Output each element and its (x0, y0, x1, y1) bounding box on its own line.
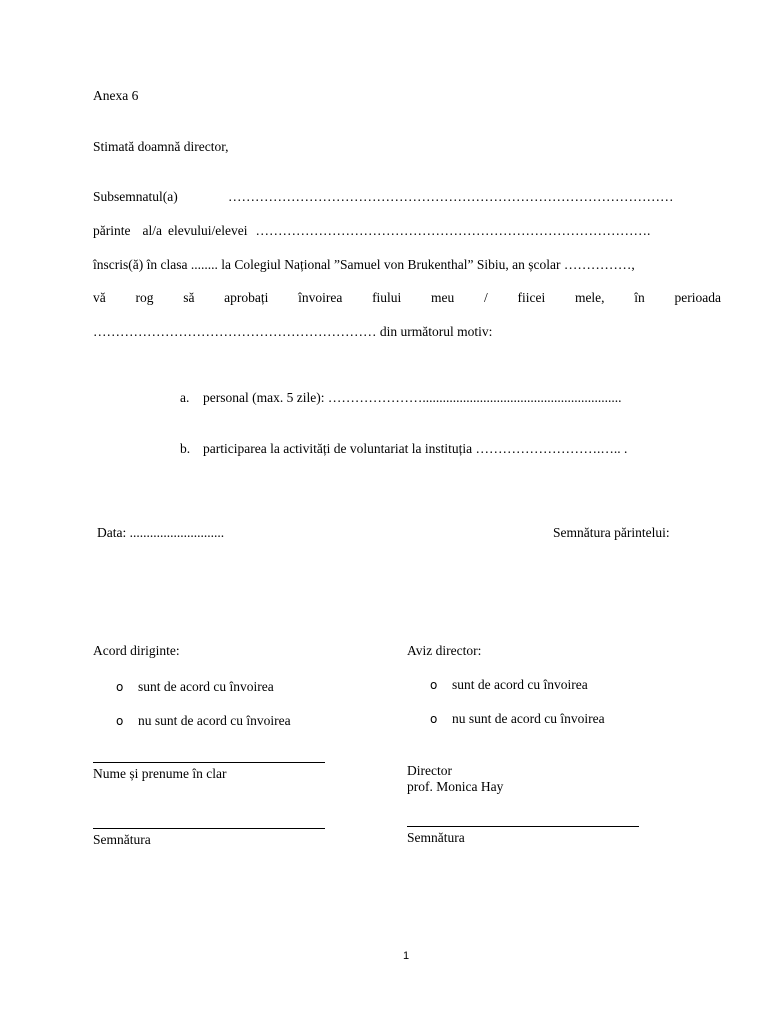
director-agree-option[interactable] (430, 677, 588, 693)
option-a-marker: a. (180, 390, 190, 405)
request-word: vă (93, 290, 106, 305)
request-word: rog (135, 290, 154, 305)
director-approval-title: Aviz director: (407, 643, 482, 658)
director-disagree-option[interactable] (430, 711, 605, 727)
parent-signature-label: Semnătura părintelui: (553, 525, 670, 540)
homeroom-agree-option[interactable] (116, 679, 274, 695)
director-name: prof. Monica Hay (407, 779, 504, 794)
homeroom-disagree-option[interactable] (116, 713, 291, 729)
page-number: 1 (403, 950, 410, 962)
homeroom-agreement-title: Acord diriginte: (93, 643, 180, 658)
subsemnatul-label: Subsemnatul(a) (93, 189, 178, 204)
parent-line (93, 223, 721, 239)
enrolled-line: înscris(ă) în clasa ........ la Colegiul Național ”Samuel von Brukenthal” Sibiu, an școlar ……………, (93, 257, 635, 272)
director-disagree-label: nu sunt de acord cu învoirea (452, 711, 605, 726)
homeroom-disagree-label: nu sunt de acord cu învoirea (138, 713, 291, 728)
date-field: Data: ............................ (97, 525, 225, 540)
student-fill-line: ……………………………………………………………………………. (255, 223, 651, 238)
period-reason-line: ……………………………………………………… din următorul motiv: (93, 324, 493, 339)
request-word: învoirea (298, 290, 343, 305)
homeroom-agree-label: sunt de acord cu învoirea (138, 679, 274, 694)
homeroom-signature-line (93, 828, 325, 829)
request-word: fiului (372, 290, 402, 305)
parent-word: al/a (142, 223, 162, 238)
director-signature-label: Semnătura (407, 830, 465, 845)
name-signature-line (93, 762, 325, 763)
checkbox-circle-icon[interactable]: o (116, 680, 124, 694)
full-name-label: Nume și prenume în clar (93, 766, 227, 781)
request-word: să (183, 290, 195, 305)
director-role: Director (407, 763, 452, 778)
parent-word: elevului/elevei (167, 223, 248, 238)
request-word: meu (431, 290, 455, 305)
option-b-marker: b. (180, 441, 191, 456)
request-line (93, 290, 721, 306)
request-word: în (634, 290, 645, 305)
request-word: / (484, 290, 488, 305)
homeroom-signature-label: Semnătura (93, 832, 151, 847)
checkbox-circle-icon[interactable]: o (116, 714, 124, 728)
request-word: mele, (574, 290, 605, 305)
checkbox-circle-icon[interactable]: o (430, 678, 438, 692)
option-a-text: personal (max. 5 zile): …………………........................................................... (203, 390, 622, 405)
annex-label: Anexa 6 (93, 88, 139, 103)
request-word: aprobați (224, 290, 269, 305)
director-signature-line (407, 826, 639, 827)
option-b-text: participarea la activități de voluntariat la instituția ……………………….….. . (203, 441, 628, 456)
checkbox-circle-icon[interactable]: o (430, 712, 438, 726)
salutation: Stimată doamnă director, (93, 139, 229, 154)
subsemnatul-fill-line: ……………………………………………………………………………………… (228, 189, 674, 204)
request-word: perioada (674, 290, 721, 305)
request-word: fiicei (517, 290, 546, 305)
parent-word: părinte (93, 223, 131, 238)
director-agree-label: sunt de acord cu învoirea (452, 677, 588, 692)
